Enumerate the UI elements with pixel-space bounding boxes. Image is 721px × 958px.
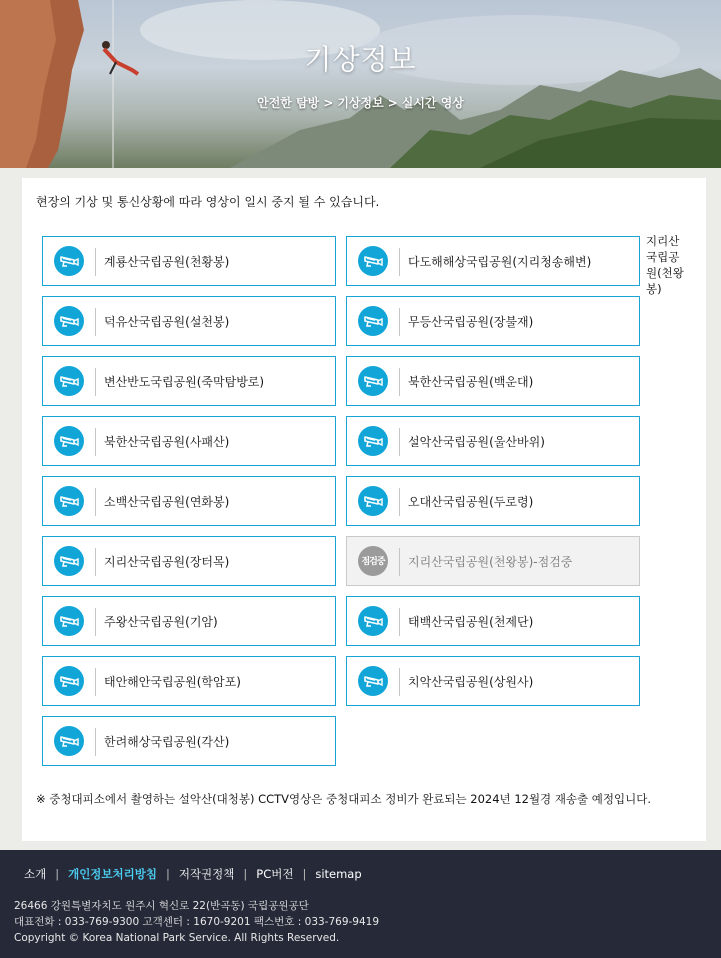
camera-button[interactable] <box>42 476 336 526</box>
divider <box>399 368 400 396</box>
cctv-camera-icon <box>54 606 84 636</box>
footer-separator: | <box>243 867 248 881</box>
camera-label: 변산반도국립공원(죽막탐방로) <box>104 375 265 389</box>
divider <box>399 608 400 636</box>
cctv-camera-icon <box>54 726 84 756</box>
divider <box>399 308 400 336</box>
camera-button[interactable] <box>42 236 336 286</box>
footer-nav <box>24 866 362 882</box>
cctv-camera-icon <box>54 246 84 276</box>
camera-button[interactable] <box>346 356 640 406</box>
camera-label: 북한산국립공원(백운대) <box>408 375 534 389</box>
divider <box>95 608 96 636</box>
cctv-camera-icon <box>358 486 388 516</box>
camera-button[interactable] <box>346 416 640 466</box>
page-title: 기상정보 <box>304 43 417 76</box>
footer-link-about[interactable]: 소개 <box>24 867 47 881</box>
footer-link-copyright[interactable]: 저작권정책 <box>178 867 235 881</box>
divider <box>95 548 96 576</box>
divider <box>95 428 96 456</box>
breadcrumb <box>0 94 721 111</box>
footer-separator: | <box>55 867 60 881</box>
camera-label: 치악산국립공원(상원사) <box>408 675 534 689</box>
divider <box>95 308 96 336</box>
camera-button[interactable] <box>42 656 336 706</box>
camera-label: 덕유산국립공원(설천봉) <box>104 315 230 329</box>
divider <box>95 488 96 516</box>
cctv-camera-icon <box>358 606 388 636</box>
camera-label: 북한산국립공원(사패산) <box>104 435 230 449</box>
divider <box>399 488 400 516</box>
camera-button[interactable] <box>346 596 640 646</box>
divider <box>399 668 400 696</box>
cctv-camera-icon <box>358 426 388 456</box>
footer-link-pc-version[interactable]: PC버전 <box>256 867 294 881</box>
camera-label: 태안해안국립공원(학암포) <box>104 675 241 689</box>
footer-copyright: Copyright © Korea National Park Service. All Rights Reserved. <box>14 932 340 944</box>
breadcrumb-separator: > <box>323 96 334 110</box>
breadcrumb-item[interactable]: 실시간 영상 <box>401 96 464 110</box>
cctv-camera-icon <box>358 366 388 396</box>
camera-label: 다도해해상국립공원(지리청송해변) <box>408 255 592 269</box>
cctv-camera-icon <box>54 666 84 696</box>
cctv-camera-icon <box>358 306 388 336</box>
camera-button[interactable] <box>346 236 640 286</box>
footer-link-sitemap[interactable]: sitemap <box>315 867 362 881</box>
camera-button[interactable] <box>42 536 336 586</box>
camera-label: 소백산국립공원(연화봉) <box>104 495 230 509</box>
camera-label: 태백산국립공원(천제단) <box>408 615 534 629</box>
breadcrumb-item[interactable]: 기상정보 <box>337 96 384 110</box>
cctv-camera-icon <box>358 666 388 696</box>
camera-label: 계룡산국립공원(천황봉) <box>104 255 230 269</box>
camera-label: 지리산국립공원(천왕봉)-점검중 <box>408 555 573 569</box>
cctv-camera-icon <box>54 366 84 396</box>
footer-contact: 대표전화 : 033-769-9300 고객센터 : 1670-9201 팩스번호 : 033-769-9419 <box>14 916 380 928</box>
footer-info <box>14 898 379 946</box>
maintenance-icon <box>358 546 388 576</box>
footnote: ※ 중청대피소에서 촬영하는 설악산(대청봉) CCTV영상은 중청대피소 정비가 완료되는 2024년 12월경 재송출 예정입니다. <box>36 792 652 806</box>
camera-button[interactable] <box>42 596 336 646</box>
camera-label: 한려해상국립공원(각산) <box>104 735 230 749</box>
mountain-illustration <box>0 0 721 168</box>
divider <box>95 248 96 276</box>
footer-address: 26466 강원특별자치도 원주시 혁신로 22(반곡동) 국립공원공단 <box>14 900 309 912</box>
divider <box>399 248 400 276</box>
breadcrumb-item[interactable]: 안전한 탐방 <box>257 96 320 110</box>
breadcrumb-separator: > <box>387 96 398 110</box>
cctv-camera-icon <box>358 246 388 276</box>
cctv-camera-icon <box>54 426 84 456</box>
divider <box>95 668 96 696</box>
divider <box>399 548 400 576</box>
camera-button[interactable] <box>42 356 336 406</box>
camera-label: 설악산국립공원(울산바위) <box>408 435 545 449</box>
camera-label: 오대산국립공원(두로령) <box>408 495 534 509</box>
hero-banner <box>0 0 721 168</box>
content-panel <box>22 178 706 841</box>
footer <box>0 850 721 958</box>
camera-button[interactable] <box>346 476 640 526</box>
divider <box>95 368 96 396</box>
footer-link-privacy[interactable]: 개인정보처리방침 <box>68 867 157 881</box>
divider <box>95 728 96 756</box>
side-note: 지리산국립공원(천왕봉) <box>646 234 684 296</box>
camera-button[interactable] <box>42 296 336 346</box>
camera-button[interactable] <box>346 296 640 346</box>
footer-separator: | <box>302 867 307 881</box>
camera-button[interactable] <box>346 536 640 586</box>
notice-text: 현장의 기상 및 통신상황에 따라 영상이 일시 중지 될 수 있습니다. <box>36 195 380 209</box>
cctv-camera-icon <box>54 546 84 576</box>
footer-separator: | <box>165 867 170 881</box>
cctv-camera-icon <box>54 306 84 336</box>
divider <box>399 428 400 456</box>
cctv-camera-icon <box>54 486 84 516</box>
maintenance-badge-text: 점검중 <box>361 557 385 567</box>
camera-button[interactable] <box>42 416 336 466</box>
camera-button[interactable] <box>42 716 336 766</box>
camera-label: 주왕산국립공원(기암) <box>104 615 218 629</box>
camera-label: 지리산국립공원(장터목) <box>104 555 230 569</box>
camera-button[interactable] <box>346 656 640 706</box>
camera-label: 무등산국립공원(장불재) <box>408 315 534 329</box>
